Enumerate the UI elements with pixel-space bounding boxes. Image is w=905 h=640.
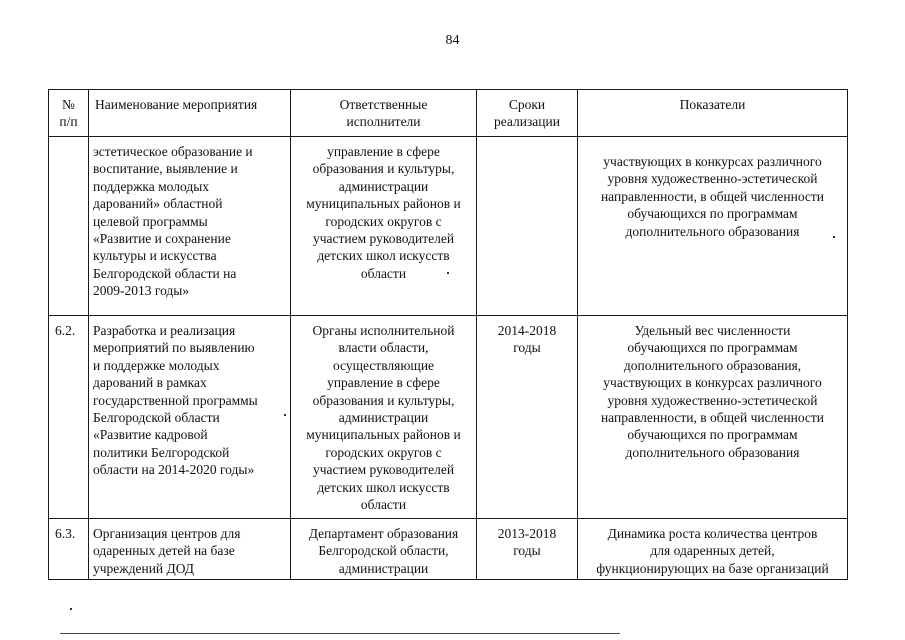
cell-indicators: Удельный вес численности обучающихся по программам дополнительного образования, участвующих в конкурсах различного уровня художественно-эстетической направленности, в общей численности обучающихся по программам дополнительного образования	[578, 316, 848, 519]
scan-speck	[447, 272, 449, 274]
header-number: № п/п	[49, 90, 89, 137]
header-terms: Сроки реализации	[477, 90, 578, 137]
page-bottom-rule	[60, 633, 620, 634]
scan-speck	[70, 608, 72, 610]
cell-indicators: Динамика роста количества центров для одаренных детей, функционирующих на базе организаций	[578, 519, 848, 580]
table-row	[49, 316, 848, 519]
measures-table	[48, 89, 848, 580]
header-responsible: Ответственные исполнители	[291, 90, 477, 137]
cell-terms: 2013-2018 годы	[477, 519, 578, 580]
table-row	[49, 519, 848, 580]
header-indicators: Показатели	[578, 90, 848, 137]
scan-speck	[833, 236, 835, 238]
table-row	[49, 137, 848, 316]
scan-speck	[284, 414, 286, 416]
table-header-row	[49, 90, 848, 137]
cell-terms: 2014-2018 годы	[477, 316, 578, 519]
cell-measure-name: Разработка и реализация мероприятий по выявлению и поддержке молодых дарований в рамках государственной программы Белгородской области «Развитие кадровой политики Белгородской области на 2014-2020 годы»	[89, 316, 291, 519]
cell-terms	[477, 137, 578, 316]
page-number: 84	[445, 33, 460, 48]
cell-number: 6.3.	[49, 519, 89, 580]
cell-measure-name: Организация центров для одаренных детей на базе учреждений ДОД	[89, 519, 291, 580]
header-measure-name: Наименование мероприятия	[89, 90, 291, 137]
cell-responsible: Департамент образования Белгородской области, администрации	[291, 519, 477, 580]
cell-number: 6.2.	[49, 316, 89, 519]
cell-indicators: участвующих в конкурсах различного уровня художественно-эстетической направленности, в общей численности обучающихся по программам дополнительного образования	[578, 137, 848, 316]
cell-number	[49, 137, 89, 316]
cell-responsible: Органы исполнительной власти области, осуществляющие управление в сфере образования и культуры, администрации муниципальных районов и городских округов с участием руководителей детских школ искусств области	[291, 316, 477, 519]
cell-measure-name: эстетическое образование и воспитание, выявление и поддержка молодых дарований» областной целевой программы «Развитие и сохранение культуры и искусства Белгородской области на 2009-2013 годы»	[89, 137, 291, 316]
cell-responsible: управление в сфере образования и культуры, администрации муниципальных районов и городских округов с участием руководителей детских школ искусств области	[291, 137, 477, 316]
